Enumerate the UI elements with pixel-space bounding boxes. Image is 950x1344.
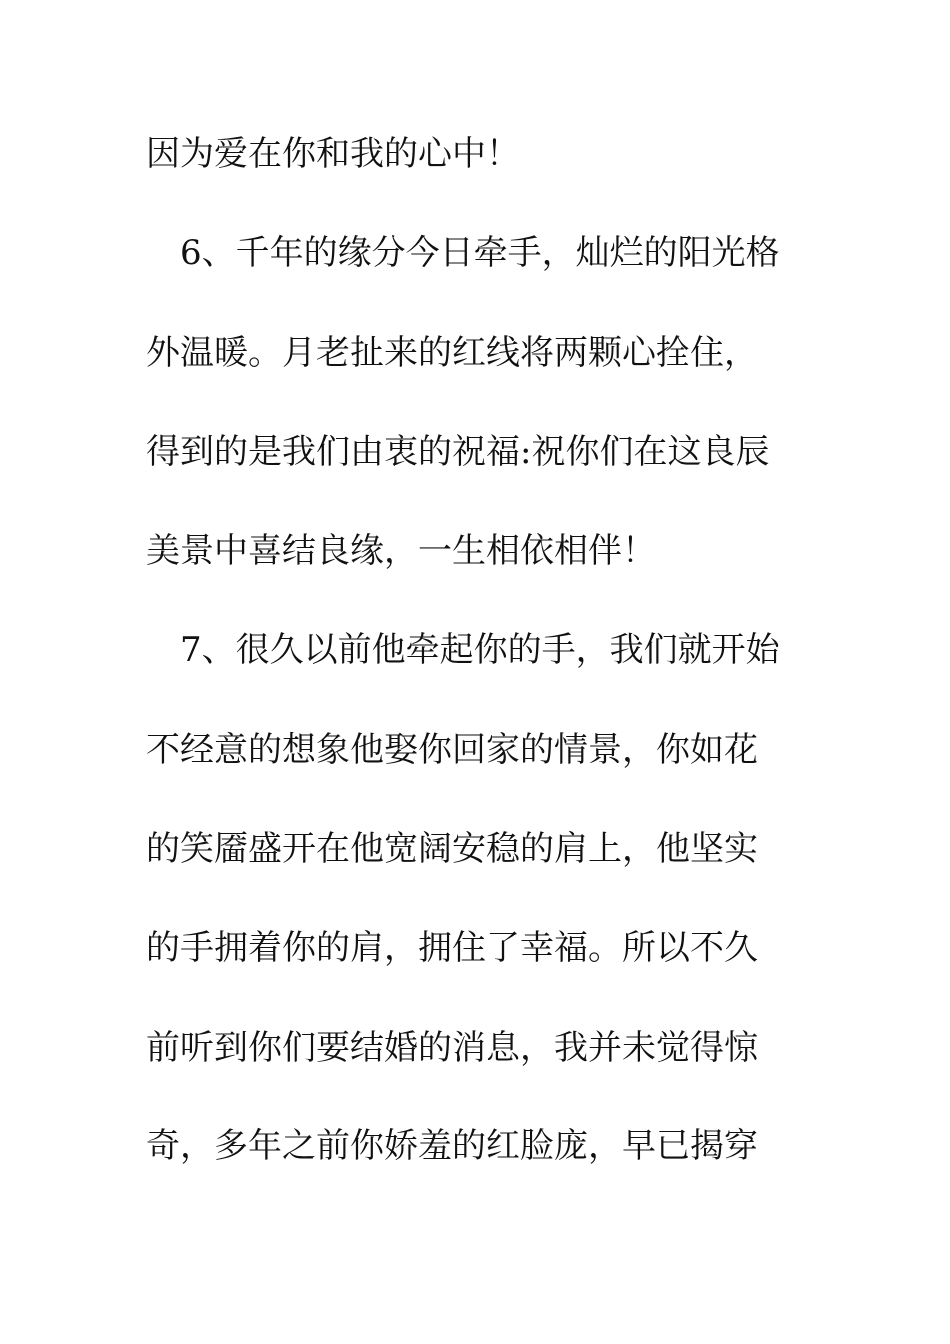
- text-line: 得到的是我们由衷的祝福:祝你们在这良辰: [146, 432, 770, 472]
- text-line: 因为爱在你和我的心中！: [146, 134, 520, 174]
- text-line: 6、千年的缘分今日牵手，灿烂的阳光格: [180, 233, 780, 273]
- text-line: 外温暖。月老扯来的红线将两颗心拴住，: [146, 333, 758, 373]
- text-line: 美景中喜结良缘，一生相依相伴！: [146, 531, 656, 571]
- text-line: 奇，多年之前你娇羞的红脸庞，早已揭穿: [146, 1126, 758, 1166]
- text-line: 不经意的想象他娶你回家的情景，你如花: [146, 730, 758, 770]
- text-line: 前听到你们要结婚的消息，我并未觉得惊: [146, 1028, 758, 1068]
- text-line: 的笑靥盛开在他宽阔安稳的肩上，他坚实: [146, 829, 758, 869]
- text-line: 7、很久以前他牵起你的手，我们就开始: [180, 630, 780, 670]
- text-line: 的手拥着你的肩，拥住了幸福。所以不久: [146, 928, 758, 968]
